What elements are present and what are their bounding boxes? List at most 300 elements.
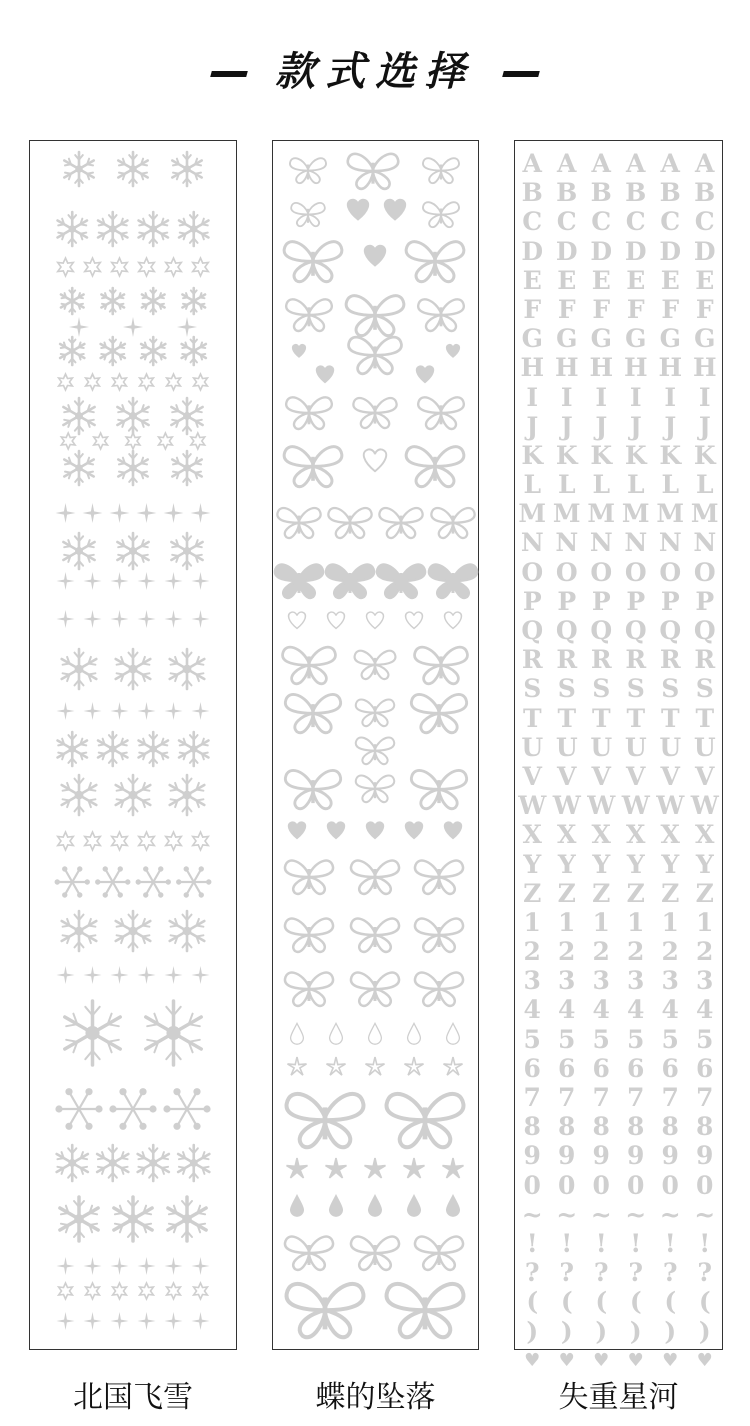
style-card-butterfly[interactable]	[272, 140, 479, 1350]
glyph: Q	[521, 616, 544, 645]
drop-icon	[408, 1023, 421, 1044]
drop-icon	[369, 1195, 382, 1216]
glyph: J	[595, 411, 608, 441]
glyph: U	[659, 732, 682, 762]
butterfly-icon	[348, 154, 399, 189]
glyph: 5	[661, 1024, 679, 1054]
glyph: R	[521, 645, 543, 675]
glyph: Z	[695, 878, 714, 908]
glyph: Q	[659, 616, 682, 645]
snowflake-icon	[138, 1257, 156, 1275]
glyph-row	[515, 207, 722, 236]
glyph: G	[625, 324, 647, 354]
glyph: C	[591, 207, 612, 237]
glyph: N	[693, 528, 717, 558]
snowflake-icon	[172, 152, 201, 186]
glyph: 2	[661, 937, 679, 967]
glyph: G	[694, 324, 716, 354]
glyph: F	[523, 294, 542, 324]
star-icon	[405, 1057, 424, 1075]
heart-icon	[365, 246, 386, 266]
glyph: 3	[661, 966, 679, 996]
snowflake-icon	[98, 212, 127, 246]
snowflake-icon	[95, 866, 130, 897]
snowflake-icon	[111, 1257, 129, 1275]
star-icon	[443, 1158, 464, 1178]
snowflake-icon	[63, 398, 94, 434]
glyph-row	[515, 149, 722, 178]
glyph: S	[592, 674, 611, 704]
style-label-butterfly: 蝶的坠落	[315, 1380, 436, 1415]
heart-icon	[417, 366, 434, 382]
glyph: W	[621, 791, 650, 821]
glyph: 5	[523, 1024, 541, 1054]
butterfly-icon	[287, 1284, 364, 1337]
glyph: W	[690, 791, 719, 821]
snowflake-icon	[192, 1312, 210, 1330]
page-title	[0, 40, 750, 97]
glyph: E	[626, 265, 646, 295]
glyph: X	[626, 820, 646, 850]
glyph: P	[591, 586, 611, 616]
glyph: 3	[696, 966, 714, 996]
drop-icon	[408, 1195, 421, 1216]
glyph: 8	[696, 1112, 714, 1142]
heart-icon	[385, 200, 406, 220]
snowflake-icon	[139, 258, 155, 276]
glyph: W	[587, 791, 616, 821]
style-label-snow: 北国飞雪	[73, 1380, 193, 1415]
glyph: Y	[661, 849, 680, 879]
glyph-row	[515, 266, 722, 295]
star-icon	[327, 1057, 346, 1075]
glyph: F	[592, 294, 611, 324]
glyph: H	[692, 353, 717, 383]
butterfly-sticker-sheet	[273, 141, 478, 1349]
style-card-snow[interactable]	[29, 140, 237, 1350]
butterfly-icon	[356, 699, 394, 726]
glyph: 1	[696, 907, 714, 937]
glyph: B	[694, 178, 716, 208]
style-label-letters: 失重星河	[558, 1380, 679, 1415]
glyph: 9	[627, 1141, 645, 1171]
glyph: Y	[557, 849, 576, 879]
glyph: B	[556, 178, 578, 208]
glyph: P	[660, 586, 680, 616]
glyph: W	[552, 791, 581, 821]
snowflake-icon	[113, 374, 127, 390]
glyph: W	[518, 791, 547, 821]
heart-icon: ♥	[558, 1349, 575, 1371]
glyph: U	[590, 732, 613, 762]
butterfly-icon	[415, 647, 468, 684]
butterfly-icon	[356, 737, 394, 764]
snowflake-icon	[112, 258, 128, 276]
glyph: )	[664, 1316, 677, 1346]
glyph-row	[515, 1287, 722, 1316]
glyph-row	[515, 1054, 722, 1083]
glyph: 6	[661, 1053, 679, 1083]
heart-icon	[292, 344, 305, 357]
glyph: C	[522, 207, 543, 237]
glyph: T	[695, 703, 715, 733]
glyph: T	[557, 703, 577, 733]
glyph: 1	[592, 907, 610, 937]
snowflake-icon	[140, 1283, 154, 1299]
snowflake-icon	[56, 503, 76, 523]
glyph: 4	[523, 995, 541, 1025]
snowflake-icon	[116, 775, 151, 815]
glyph: ~	[625, 1199, 647, 1229]
glyph: U	[693, 732, 716, 762]
glyph: S	[695, 674, 714, 704]
snowflake-icon	[113, 1283, 127, 1299]
glyph-row	[515, 412, 722, 441]
glyph: Q	[590, 616, 613, 645]
snowflake-icon	[58, 258, 74, 276]
glyph: D	[624, 236, 647, 266]
glyph: (	[526, 1287, 539, 1317]
snowflake-icon	[111, 610, 129, 628]
glyph: K	[624, 440, 647, 470]
glyph: L	[523, 470, 542, 500]
butterfly-icon	[415, 1237, 463, 1270]
glyph: L	[661, 470, 680, 500]
glyph: E	[695, 265, 715, 295]
glyph: C	[660, 207, 681, 237]
glyph: K	[555, 440, 578, 470]
snowflake-icon	[167, 1283, 181, 1299]
glyph: (	[595, 1287, 608, 1317]
glyph-row	[515, 295, 722, 324]
snowflake-icon	[118, 451, 147, 485]
heart-icon: ♥	[662, 1349, 679, 1371]
glyph: 9	[523, 1141, 541, 1171]
snowflake-icon	[114, 1197, 152, 1241]
snowflake-icon	[63, 533, 94, 569]
glyph: 2	[627, 937, 645, 967]
glyph: !	[561, 1228, 573, 1258]
snowflake-icon	[179, 732, 208, 766]
snowflake-icon	[116, 649, 151, 689]
glyph-row	[515, 441, 722, 470]
snowflake-icon	[57, 1145, 88, 1181]
glyph: 7	[523, 1083, 541, 1112]
glyph: 6	[696, 1053, 714, 1083]
glyph: ?	[697, 1258, 713, 1288]
butterfly-icon	[418, 397, 464, 429]
glyph: O	[555, 557, 578, 587]
glyph: )	[526, 1316, 539, 1346]
butterfly-icon	[285, 861, 333, 894]
butterfly-icon	[287, 1094, 364, 1147]
butterfly-icon	[285, 1237, 333, 1270]
glyph-row	[515, 879, 722, 908]
glyph: 8	[627, 1112, 645, 1142]
glyph: ?	[559, 1258, 575, 1288]
snowflake-icon	[170, 775, 205, 815]
glyph: O	[521, 557, 544, 587]
snowflake-icon	[146, 1001, 201, 1065]
glyph-row	[515, 762, 722, 791]
snowflake-icon	[59, 1283, 73, 1299]
glyph: 5	[558, 1024, 576, 1054]
glyph: C	[556, 207, 577, 237]
snowflake-icon	[165, 610, 183, 628]
butterfly-icon	[355, 651, 396, 679]
glyph: X	[695, 820, 715, 850]
heart-icon	[445, 612, 462, 628]
butterfly-icon	[326, 565, 374, 598]
glyph: Z	[592, 878, 611, 908]
glyph: I	[526, 382, 539, 412]
heart-icon	[289, 822, 306, 838]
glyph-row	[515, 674, 722, 703]
glyph-row	[515, 995, 722, 1024]
glyph: ?	[593, 1258, 609, 1288]
snowflake-icon	[170, 911, 205, 951]
glyph: ~	[694, 1199, 716, 1229]
snowflake-icon	[191, 433, 205, 449]
snowflake-icon	[58, 212, 87, 246]
glyph: )	[595, 1316, 608, 1346]
glyph: R	[659, 645, 681, 675]
glyph-row	[515, 908, 722, 937]
heart-icon	[406, 822, 423, 838]
glyph: P	[557, 586, 577, 616]
snowflake-icon	[86, 1283, 100, 1299]
butterfly-icon	[275, 565, 323, 598]
star-icon	[366, 1057, 385, 1075]
glyph: 8	[523, 1112, 541, 1142]
butterfly-icon	[415, 973, 463, 1006]
snowflake-icon	[139, 212, 168, 246]
drop-icon	[291, 1195, 304, 1216]
snowflake-icon	[123, 317, 143, 337]
glyph: P	[522, 586, 542, 616]
glyph: J	[664, 411, 677, 441]
heart-icon	[289, 612, 306, 628]
glyph: Z	[626, 878, 645, 908]
glyph-row	[515, 733, 722, 762]
snowflake-icon	[194, 1283, 208, 1299]
glyph-row	[515, 820, 722, 849]
letter-sticker-sheet	[515, 149, 722, 1375]
glyph: R	[590, 645, 612, 675]
glyph-row	[515, 178, 722, 207]
butterfly-icon	[285, 973, 333, 1006]
snowflake-icon	[62, 911, 97, 951]
glyph: ~	[521, 1199, 543, 1229]
butterfly-icon	[423, 202, 459, 227]
butterfly-icon	[284, 242, 342, 282]
glyph: 7	[558, 1083, 576, 1112]
butterfly-icon	[351, 861, 399, 894]
snowflake-icon	[138, 966, 156, 984]
butterfly-icon	[351, 1237, 399, 1270]
snowflake-icon	[126, 433, 140, 449]
star-icon	[444, 1057, 463, 1075]
glyph: B	[659, 178, 681, 208]
drop-icon	[291, 1023, 304, 1044]
snowflake-icon	[138, 610, 156, 628]
glyph: B	[625, 178, 647, 208]
butterfly-icon	[351, 973, 399, 1006]
heart-icon	[328, 612, 345, 628]
glyph-row	[515, 499, 722, 528]
butterfly-icon	[290, 158, 326, 183]
heart-icon: ♥	[696, 1349, 713, 1371]
glyph: J	[698, 411, 711, 441]
snowflake-icon	[139, 832, 155, 850]
glyph-row	[515, 558, 722, 587]
butterfly-icon	[346, 296, 404, 336]
glyph: I	[698, 382, 711, 412]
snowflake-icon	[85, 832, 101, 850]
snowflake-icon	[165, 572, 183, 590]
glyph-row	[515, 704, 722, 733]
snowflake-icon	[101, 288, 124, 314]
butterfly-icon	[356, 775, 394, 802]
glyph: L	[626, 470, 645, 500]
snowflake-icon	[141, 337, 165, 365]
butterfly-icon	[429, 565, 477, 598]
glyph: ?	[628, 1258, 644, 1288]
glyph: L	[557, 470, 576, 500]
glyph: R	[694, 645, 716, 675]
snowflake-icon	[58, 732, 87, 766]
glyph: C	[625, 207, 646, 237]
title-dash-left	[210, 71, 248, 77]
snowflake-icon	[159, 433, 173, 449]
glyph: 1	[523, 907, 541, 937]
snowflake-icon	[84, 966, 102, 984]
glyph: ?	[524, 1258, 540, 1288]
glyph: 1	[558, 907, 576, 937]
glyph: ~	[659, 1199, 681, 1229]
glyph: S	[557, 674, 576, 704]
glyph: A	[591, 149, 611, 178]
glyph: 5	[696, 1024, 714, 1054]
glyph-row	[515, 791, 722, 820]
glyph: 7	[627, 1083, 645, 1112]
glyph-row	[515, 383, 722, 412]
glyph: K	[659, 440, 682, 470]
butterfly-icon	[411, 694, 466, 732]
style-card-letters[interactable]	[514, 140, 723, 1371]
glyph-row	[515, 1083, 722, 1112]
glyph: J	[560, 411, 573, 441]
glyph: N	[589, 528, 613, 558]
glyph: U	[555, 732, 578, 762]
drop-icon	[330, 1023, 343, 1044]
butterfly-icon	[423, 158, 459, 183]
glyph: F	[626, 294, 645, 324]
snowflake-icon	[168, 1197, 206, 1241]
glyph: U	[521, 732, 544, 762]
glyph-row	[515, 470, 722, 499]
snowflake-icon	[84, 702, 102, 720]
glyph: )	[629, 1316, 642, 1346]
glyph: 7	[661, 1083, 679, 1112]
snowflake-icon	[179, 212, 208, 246]
glyph: !	[699, 1228, 711, 1258]
butterfly-icon	[418, 299, 464, 331]
snowflake-icon	[116, 911, 151, 951]
glyph: !	[664, 1228, 676, 1258]
snowflake-icon	[111, 702, 129, 720]
butterfly-icon	[377, 565, 425, 598]
heart-icon	[348, 200, 369, 220]
glyph: !	[595, 1228, 607, 1258]
snowflake-icon	[111, 1312, 129, 1330]
glyph-row	[515, 1258, 722, 1287]
glyph: Q	[624, 616, 647, 645]
snowflake-icon	[60, 1197, 98, 1241]
glyph: (	[664, 1287, 677, 1317]
glyph: (	[698, 1287, 711, 1317]
glyph: A	[557, 149, 577, 178]
glyph: I	[629, 382, 642, 412]
snowflake-icon	[136, 866, 171, 897]
glyph: X	[591, 820, 611, 850]
glyph: Z	[523, 878, 542, 908]
snowflake-icon	[86, 374, 100, 390]
glyph: N	[624, 528, 648, 558]
glyph: )	[698, 1316, 711, 1346]
glyph: K	[590, 440, 613, 470]
glyph: 6	[558, 1053, 576, 1083]
snowflake-icon	[177, 317, 197, 337]
glyph: Y	[695, 849, 714, 879]
glyph: 2	[558, 937, 576, 967]
glyph: R	[556, 645, 578, 675]
glyph: 6	[523, 1053, 541, 1083]
glyph: H	[554, 353, 579, 383]
glyph-row	[515, 324, 722, 353]
snowflake-icon	[112, 832, 128, 850]
snowflake-icon	[62, 649, 97, 689]
snowflake-icon	[191, 503, 211, 523]
glyph: A	[695, 149, 715, 178]
butterfly-icon	[411, 770, 466, 808]
glyph: A	[522, 149, 542, 178]
heart-icon	[406, 612, 423, 628]
glyph: P	[695, 586, 715, 616]
snowflake-icon	[57, 702, 75, 720]
glyph: M	[552, 499, 581, 529]
butterfly-icon	[285, 694, 340, 732]
glyph-row	[515, 1200, 722, 1229]
snowflake-icon	[182, 337, 206, 365]
drop-icon	[330, 1195, 343, 1216]
glyph: G	[590, 324, 612, 354]
glyph: (	[629, 1287, 642, 1317]
heart-icon	[446, 344, 459, 357]
glyph: B	[521, 178, 543, 208]
snowflake-icon	[192, 702, 210, 720]
glyph: )	[560, 1316, 573, 1346]
glyph: A	[660, 149, 680, 178]
snowflake-icon	[192, 610, 210, 628]
glyph-row	[515, 616, 722, 645]
snowflake-icon	[192, 966, 210, 984]
glyph-row	[515, 1171, 722, 1200]
glyph: 2	[696, 937, 714, 967]
snowflake-icon	[111, 966, 129, 984]
glyph-row	[515, 353, 722, 382]
glyph: D	[555, 236, 578, 266]
